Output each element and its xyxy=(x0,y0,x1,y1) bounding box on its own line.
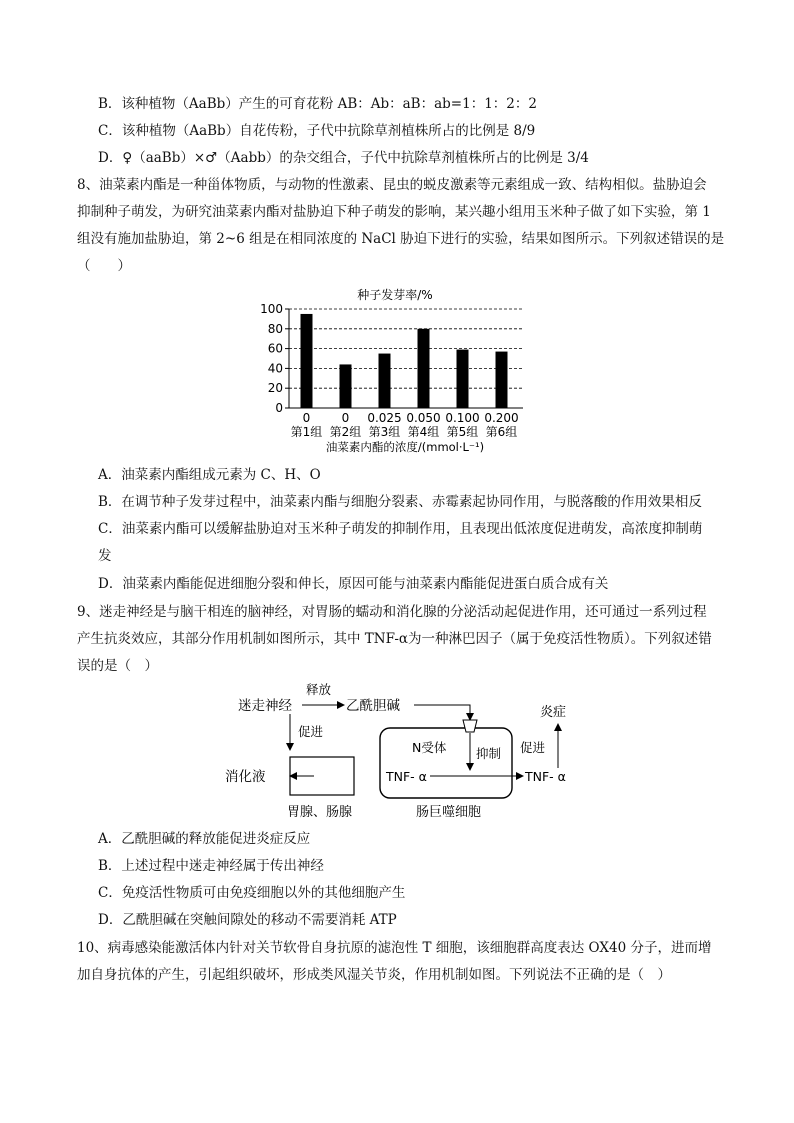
q7-option-b: B．该种植物（AaBb）产生的可育花粉 AB：Ab：aB：ab=1：1：2：2 xyxy=(98,96,537,112)
n-receptor-shape xyxy=(463,720,477,732)
macrophage-label: 肠巨噬细胞 xyxy=(416,805,482,820)
ach-to-receptor-arrow xyxy=(414,705,470,720)
y-tick-label: 80 xyxy=(267,321,283,336)
y-tick-label: 100 xyxy=(260,302,283,316)
gland-label: 胃腺、肠腺 xyxy=(287,805,353,820)
bar xyxy=(457,350,469,408)
tnf-inside-label: TNF- α xyxy=(386,769,427,784)
q8-stem-line: 组没有施加盐胁迫，第 2~6 组是在相同浓度的 NaCl 胁迫下进行的实验，结果如图所示。下列叙述错误的是 xyxy=(77,231,725,247)
q8-option-c-cont: 发 xyxy=(98,548,112,564)
x-tick-label: 0.200 xyxy=(484,411,519,425)
q8-stem-line: （ ） xyxy=(77,258,131,274)
y-tick-label: 40 xyxy=(267,361,283,376)
inhibit-label: 抑制 xyxy=(476,746,502,761)
y-tick-label: 20 xyxy=(267,381,283,396)
group-label: 第5组 xyxy=(446,425,479,439)
bar xyxy=(379,354,391,408)
chart-title: 种子发芽率/% xyxy=(357,288,433,302)
q8-option-a: A．油菜素内酯组成元素为 C、H、O xyxy=(98,467,321,483)
germination-rate-chart xyxy=(255,283,545,458)
q8-option-c: C．油菜素内酯可以缓解盐胁迫对玉米种子萌发的抑制作用，且表现出低浓度促进萌发，高浓度抑制萌 xyxy=(98,521,703,537)
acetylcholine-label: 乙酰胆碱 xyxy=(346,698,400,714)
q9-option-b: B．上述过程中迷走神经属于传出神经 xyxy=(98,858,324,874)
q8-stem-line: 8、油菜素内酯是一种甾体物质，与动物的性激素、昆虫的蜕皮激素等元素组成一致、结构相似。盐胁迫会 xyxy=(77,177,707,193)
group-label: 第3组 xyxy=(368,425,401,439)
inflammation-label: 炎症 xyxy=(540,705,567,720)
group-label: 第6组 xyxy=(485,425,518,439)
x-tick-label: 0.100 xyxy=(445,411,480,425)
x-tick-label: 0 xyxy=(341,411,350,425)
x-tick-label: 0.025 xyxy=(367,411,402,425)
vagus-mechanism-diagram xyxy=(220,680,600,830)
q9-stem-line: 9、迷走神经是与脑干相连的脑神经，对胃肠的蠕动和消化腺的分泌活动起促进作用，还可通过一系列过程 xyxy=(77,604,707,620)
bar xyxy=(340,364,352,408)
bar xyxy=(496,352,508,408)
digestive-juice-label: 消化液 xyxy=(225,769,266,785)
q8-option-b: B．在调节种子发芽过程中，油菜素内酯与细胞分裂素、赤霉素起协同作用，与脱落酸的作用效果相反 xyxy=(98,494,702,510)
x-tick-label: 0 xyxy=(302,411,311,425)
q7-option-c: C．该种植物（AaBb）自花传粉，子代中抗除草剂植株所占的比例是 8/9 xyxy=(98,123,536,139)
q8-option-d: D．油菜素内酯能促进细胞分裂和伸长，原因可能与油菜素内酯能促进蛋白质合成有关 xyxy=(98,576,609,592)
y-tick-label: 60 xyxy=(267,341,283,356)
release-label: 释放 xyxy=(306,682,332,697)
group-label: 第4组 xyxy=(407,425,440,439)
q9-stem-line: 产生抗炎效应，其部分作用机制如图所示，其中 TNF-α为一种淋巴因子（属于免疫活性物质）。下列叙述错 xyxy=(77,631,712,647)
group-label: 第1组 xyxy=(290,425,323,439)
bar xyxy=(301,314,313,408)
bar xyxy=(418,329,430,408)
q9-option-a: A．乙酰胆碱的释放能促进炎症反应 xyxy=(98,831,311,847)
q10-stem-line: 加自身抗体的产生，引起组织破坏，形成类风湿关节炎，作用机制如图。下列说法不正确的是（ ） xyxy=(77,967,671,983)
promote-label-1: 促进 xyxy=(298,724,324,739)
q9-option-d: D．乙酰胆碱在突触间隙处的移动不需要消耗 ATP xyxy=(98,912,397,928)
x-axis-label: 油菜素内酯的浓度/(mmol·L⁻¹) xyxy=(325,440,485,454)
q10-stem-line: 10、病毒感染能激活体内针对关节软骨自身抗原的滤泡性 T 细胞，该细胞群高度表达 OX40 分子，进而增 xyxy=(77,940,712,956)
promote-label-2: 促进 xyxy=(520,740,546,755)
x-tick-label: 0.050 xyxy=(406,411,441,425)
q7-option-d: D．♀（aaBb）×♂（Aabb）的杂交组合，子代中抗除草剂植株所占的比例是 3/4 xyxy=(98,150,589,166)
group-label: 第2组 xyxy=(329,425,362,439)
vagus-nerve-label: 迷走神经 xyxy=(238,698,292,714)
q9-option-c: C．免疫活性物质可由免疫细胞以外的其他细胞产生 xyxy=(98,885,406,901)
tnf-outside-label: TNF- α xyxy=(525,769,566,784)
macrophage-cell xyxy=(380,728,512,798)
q9-stem-line: 误的是（ ） xyxy=(77,658,158,674)
y-tick-label: 0 xyxy=(275,401,283,415)
n-receptor-label: N受体 xyxy=(412,740,447,755)
q8-stem-line: 抑制种子萌发，为研究油菜素内酯对盐胁迫下种子萌发的影响，某兴趣小组用玉米种子做了如下实验，第 1 xyxy=(77,204,711,220)
